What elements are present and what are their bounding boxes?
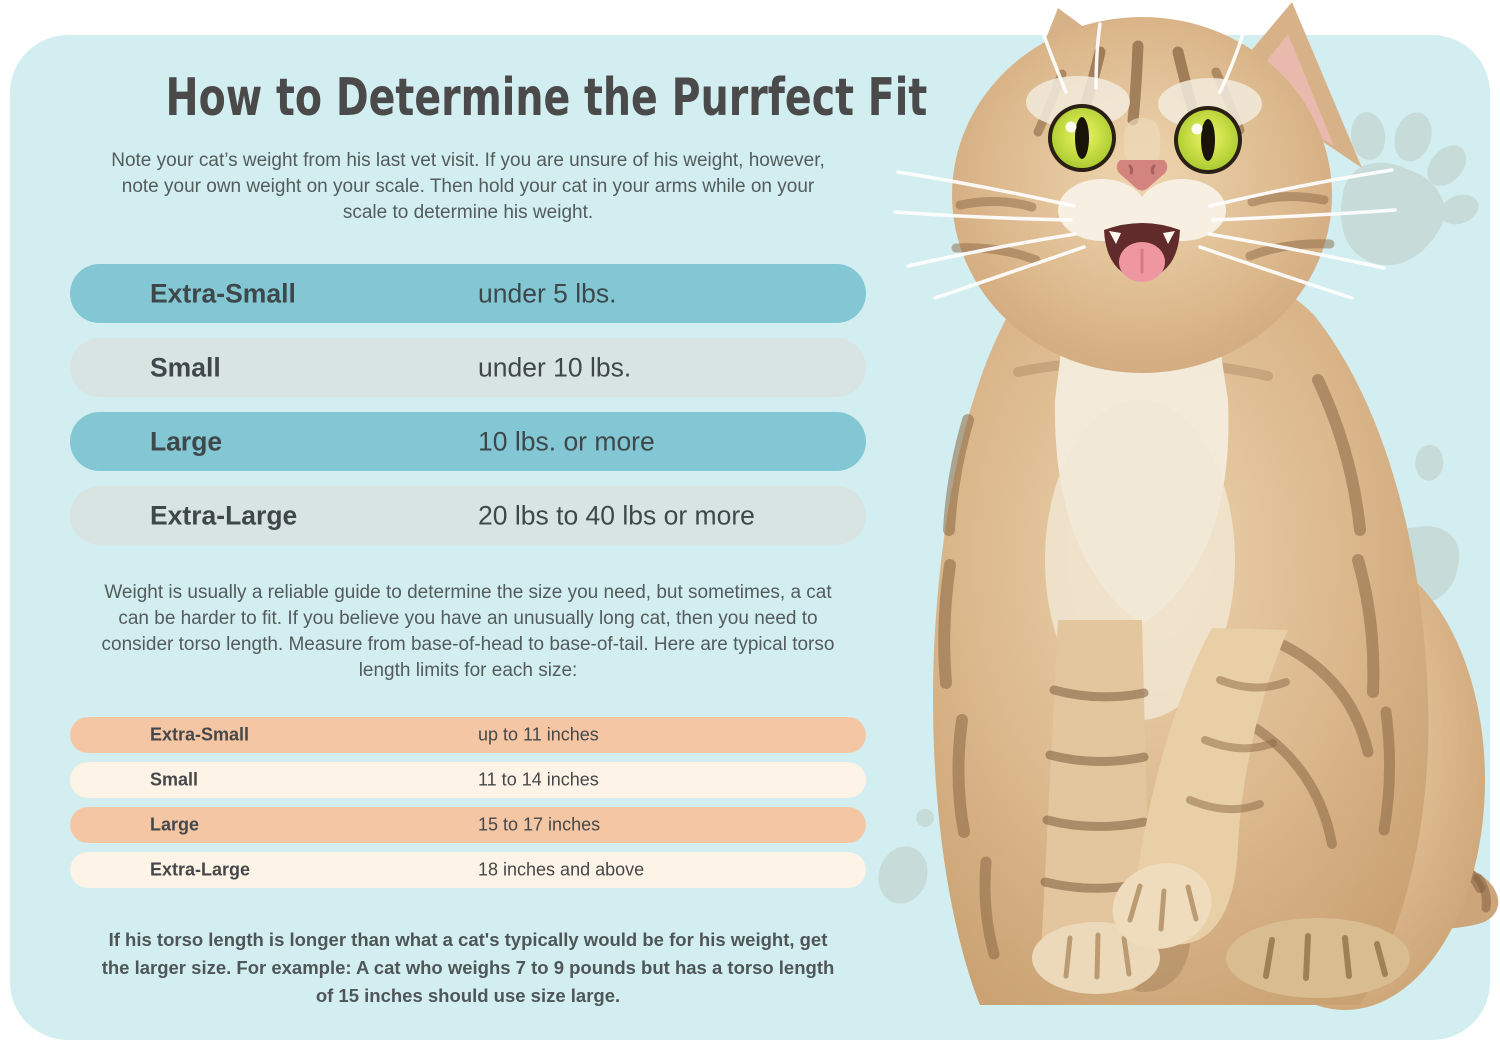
paw-print-icon — [1300, 87, 1490, 295]
size-label: Extra-Large — [150, 500, 298, 530]
size-value: under 10 lbs. — [478, 352, 632, 382]
table-row — [70, 338, 866, 397]
left-column — [70, 35, 928, 1010]
intro-line: Note your cat’s weight from his last vet visit. If you are unsure of his weight, however, — [111, 150, 825, 171]
intro-paragraph — [70, 148, 866, 226]
size-label: Large — [150, 426, 223, 456]
size-label: Small — [150, 352, 221, 382]
table-row — [70, 852, 866, 888]
torso-line: length limits for each size: — [358, 660, 578, 681]
size-value: 10 lbs. or more — [478, 426, 655, 456]
size-label: Large — [150, 814, 200, 835]
size-label: Small — [150, 769, 199, 790]
size-value: 11 to 14 inches — [478, 769, 599, 790]
footer-line: If his torso length is longer than what a cat's typically would be for his weight, get — [108, 929, 828, 950]
paw-print-icon — [871, 809, 967, 910]
torso-paragraph — [70, 580, 866, 684]
torso-line: Weight is usually a reliable guide to determine the size you need, but sometimes, a cat — [104, 582, 832, 603]
size-label: Extra-Large — [150, 859, 251, 880]
footer-line: the larger size. For example: A cat who weighs 7 to 9 pounds but has a torso length — [101, 957, 835, 978]
table-row — [70, 807, 866, 843]
table-row — [70, 486, 866, 545]
page-title: How to Determine the Purrfect Fit — [165, 68, 928, 128]
size-label: Extra-Small — [150, 724, 250, 745]
footer-note — [70, 926, 866, 1010]
size-label: Extra-Small — [150, 278, 296, 308]
size-value: under 5 lbs. — [478, 278, 617, 308]
weight-size-table — [70, 264, 866, 545]
size-value: 20 lbs to 40 lbs or more — [478, 500, 755, 530]
torso-line: consider torso length. Measure from base-of-head to base-of-tail. Here are typical torso — [101, 634, 835, 655]
size-value: 18 inches and above — [478, 859, 645, 880]
paw-print-icon — [1312, 440, 1466, 616]
intro-line: scale to determine his weight. — [342, 202, 594, 223]
infographic-card — [10, 35, 1490, 1040]
table-row — [70, 762, 866, 798]
footer-line: of 15 inches should use size large. — [315, 985, 621, 1006]
table-row — [70, 717, 866, 753]
size-value: 15 to 17 inches — [478, 814, 601, 835]
size-value: up to 11 inches — [478, 724, 599, 745]
intro-line: note your own weight on your scale. Then hold your cat in your arms while on your — [121, 176, 815, 197]
table-row — [70, 412, 866, 471]
table-row — [70, 264, 866, 323]
torso-length-table — [70, 717, 866, 888]
torso-line: can be harder to fit. If you believe you have an unusually long cat, then you need to — [118, 608, 818, 629]
